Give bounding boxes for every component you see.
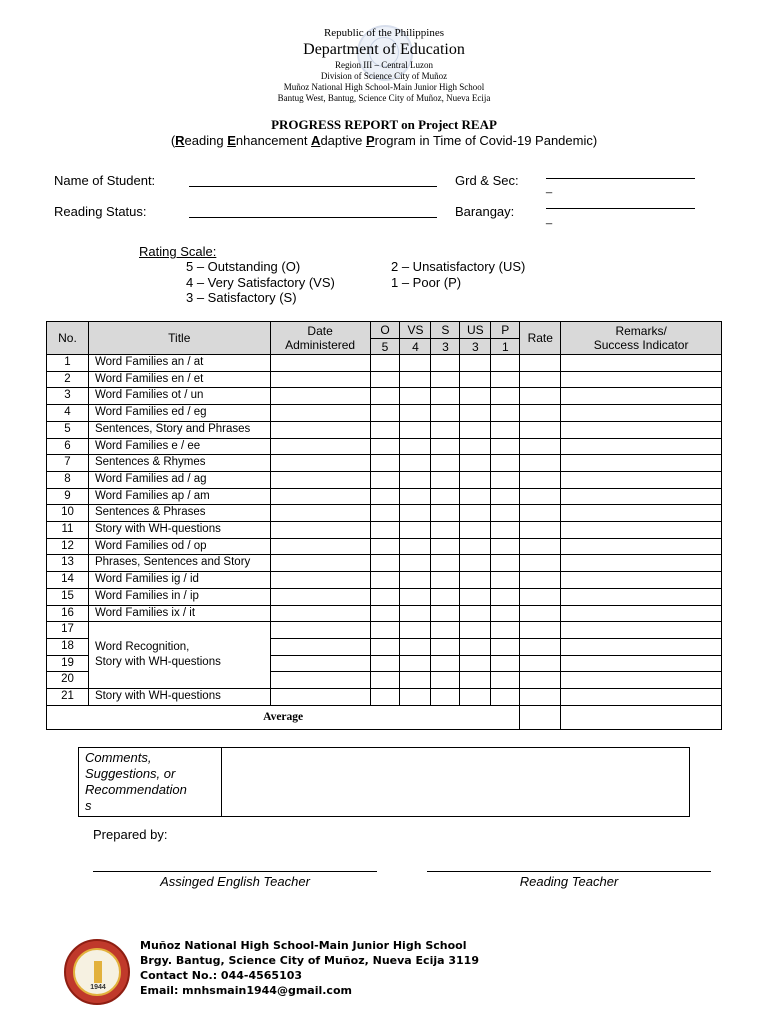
date-cell[interactable] xyxy=(270,622,370,639)
us-cell[interactable] xyxy=(460,689,491,706)
s-cell[interactable] xyxy=(431,455,460,472)
row-number: 20 xyxy=(47,672,89,689)
s-cell[interactable] xyxy=(431,672,460,689)
rating-unsatisfactory: 2 – Unsatisfactory (US) xyxy=(391,259,526,274)
prepared-by-label: Prepared by: xyxy=(93,827,168,842)
col-value-vs: 4 xyxy=(400,339,431,355)
row-title: Word Families an / at xyxy=(88,355,270,372)
remarks-cell[interactable] xyxy=(561,689,722,706)
remarks-cell[interactable] xyxy=(561,538,722,555)
us-cell[interactable] xyxy=(460,605,491,622)
vs-cell[interactable] xyxy=(400,505,431,522)
name-of-student-label: Name of Student: xyxy=(54,173,156,188)
row-number: 16 xyxy=(47,605,89,622)
o-cell[interactable] xyxy=(370,655,400,672)
us-cell[interactable] xyxy=(460,505,491,522)
o-cell[interactable] xyxy=(370,405,400,422)
rating-outstanding: 5 – Outstanding (O) xyxy=(186,259,301,274)
barangay-label: Barangay: xyxy=(455,204,515,219)
us-cell[interactable] xyxy=(460,355,491,372)
us-cell[interactable] xyxy=(460,388,491,405)
report-subtitle: (Reading Enhancement Adaptive Program in Time of Covid-19 Pandemic) xyxy=(170,133,598,148)
p-cell[interactable] xyxy=(491,538,520,555)
s-cell[interactable] xyxy=(431,638,460,655)
p-cell[interactable] xyxy=(491,655,520,672)
p-cell[interactable] xyxy=(491,638,520,655)
vs-cell[interactable] xyxy=(400,538,431,555)
p-cell[interactable] xyxy=(491,505,520,522)
vs-cell[interactable] xyxy=(400,438,431,455)
vs-cell[interactable] xyxy=(400,355,431,372)
us-cell[interactable] xyxy=(460,371,491,388)
rate-cell[interactable] xyxy=(520,655,561,672)
row-title: Word Families in / ip xyxy=(88,588,270,605)
remarks-cell[interactable] xyxy=(561,455,722,472)
date-cell[interactable] xyxy=(270,638,370,655)
s-cell[interactable] xyxy=(431,371,460,388)
remarks-cell[interactable] xyxy=(561,421,722,438)
row-title: Word Families ap / am xyxy=(88,488,270,505)
col-header-us: US xyxy=(460,322,491,339)
remarks-cell[interactable] xyxy=(561,371,722,388)
col-header-remarks: Remarks/ Success Indicator xyxy=(561,322,722,355)
o-cell[interactable] xyxy=(370,638,400,655)
english-teacher-signature-line[interactable] xyxy=(93,871,377,872)
s-cell[interactable] xyxy=(431,505,460,522)
us-cell[interactable] xyxy=(460,655,491,672)
s-cell[interactable] xyxy=(431,488,460,505)
o-cell[interactable] xyxy=(370,438,400,455)
o-cell[interactable] xyxy=(370,388,400,405)
o-cell[interactable] xyxy=(370,588,400,605)
row-number: 21 xyxy=(47,689,89,706)
grd-sec-line[interactable] xyxy=(546,178,695,179)
header-division: Division of Science City of Muñoz xyxy=(320,71,448,81)
header-region: Region III – Central Luzon xyxy=(335,60,433,70)
remarks-cell[interactable] xyxy=(561,572,722,589)
col-header-title: Title xyxy=(88,322,270,355)
rate-cell[interactable] xyxy=(520,638,561,655)
table-row xyxy=(47,505,722,522)
date-cell[interactable] xyxy=(270,405,370,422)
remarks-cell[interactable] xyxy=(561,588,722,605)
table-row xyxy=(47,355,722,372)
s-cell[interactable] xyxy=(431,388,460,405)
rate-cell[interactable] xyxy=(520,505,561,522)
col-header-no: No. xyxy=(47,322,89,355)
o-cell[interactable] xyxy=(370,488,400,505)
table-row xyxy=(47,605,722,622)
footer-contact: Contact No.: 044-4565103 xyxy=(140,969,303,982)
o-cell[interactable] xyxy=(370,421,400,438)
table-row xyxy=(47,538,722,555)
report-title: PROGRESS REPORT on Project REAP xyxy=(271,117,497,132)
o-cell[interactable] xyxy=(370,371,400,388)
s-cell[interactable] xyxy=(431,572,460,589)
s-cell[interactable] xyxy=(431,438,460,455)
barangay-underscore: _ xyxy=(546,213,553,225)
remarks-cell[interactable] xyxy=(561,405,722,422)
s-cell[interactable] xyxy=(431,522,460,539)
row-number: 18 xyxy=(47,638,89,655)
o-cell[interactable] xyxy=(370,555,400,572)
remarks-cell[interactable] xyxy=(561,438,722,455)
col-value-s: 3 xyxy=(431,339,460,355)
remarks-cell[interactable] xyxy=(561,622,722,639)
date-cell[interactable] xyxy=(270,455,370,472)
reading-teacher-label: Reading Teacher xyxy=(519,874,619,889)
us-cell[interactable] xyxy=(460,438,491,455)
name-of-student-line[interactable] xyxy=(189,186,437,187)
p-cell[interactable] xyxy=(491,689,520,706)
s-cell[interactable] xyxy=(431,689,460,706)
row-title: Word Families en / et xyxy=(88,371,270,388)
date-cell[interactable] xyxy=(270,505,370,522)
col-value-us: 3 xyxy=(460,339,491,355)
rating-poor: 1 – Poor (P) xyxy=(391,275,462,290)
vs-cell[interactable] xyxy=(400,522,431,539)
p-cell[interactable] xyxy=(491,471,520,488)
row-title: Story with WH-questions xyxy=(88,689,270,706)
rate-cell[interactable] xyxy=(520,421,561,438)
o-cell[interactable] xyxy=(370,538,400,555)
rating-scale-heading: Rating Scale: xyxy=(139,244,217,259)
rate-cell[interactable] xyxy=(520,488,561,505)
rate-cell[interactable] xyxy=(520,371,561,388)
us-cell[interactable] xyxy=(460,471,491,488)
vs-cell[interactable] xyxy=(400,655,431,672)
english-teacher-label: Assinged English Teacher xyxy=(160,874,310,889)
row-title: Word Families ix / it xyxy=(88,605,270,622)
average-remarks-cell[interactable] xyxy=(561,705,722,729)
row-title: Word Families ed / eg xyxy=(88,405,270,422)
remarks-cell[interactable] xyxy=(561,655,722,672)
date-cell[interactable] xyxy=(270,388,370,405)
comments-box xyxy=(78,747,690,817)
p-cell[interactable] xyxy=(491,371,520,388)
remarks-cell[interactable] xyxy=(561,355,722,372)
row-number: 12 xyxy=(47,538,89,555)
remarks-cell[interactable] xyxy=(561,605,722,622)
table-row xyxy=(47,572,722,589)
us-cell[interactable] xyxy=(460,555,491,572)
vs-cell[interactable] xyxy=(400,605,431,622)
us-cell[interactable] xyxy=(460,672,491,689)
vs-cell[interactable] xyxy=(400,488,431,505)
table-row xyxy=(47,471,722,488)
rate-cell[interactable] xyxy=(520,438,561,455)
rate-cell[interactable] xyxy=(520,555,561,572)
p-cell[interactable] xyxy=(491,405,520,422)
footer-school: Muñoz National High School-Main Junior High School xyxy=(140,939,467,952)
table-row xyxy=(47,689,722,706)
date-cell[interactable] xyxy=(270,655,370,672)
vs-cell[interactable] xyxy=(400,388,431,405)
vs-cell[interactable] xyxy=(400,371,431,388)
s-cell[interactable] xyxy=(431,538,460,555)
s-cell[interactable] xyxy=(431,588,460,605)
rating-very-satisfactory: 4 – Very Satisfactory (VS) xyxy=(186,275,335,290)
row-number: 4 xyxy=(47,405,89,422)
row-title: Word Families e / ee xyxy=(88,438,270,455)
o-cell[interactable] xyxy=(370,622,400,639)
o-cell[interactable] xyxy=(370,689,400,706)
us-cell[interactable] xyxy=(460,405,491,422)
grd-sec-label: Grd & Sec: xyxy=(455,173,519,188)
o-cell[interactable] xyxy=(370,572,400,589)
col-header-p: P xyxy=(491,322,520,339)
reading-status-label: Reading Status: xyxy=(54,204,147,219)
vs-cell[interactable] xyxy=(400,405,431,422)
date-cell[interactable] xyxy=(270,488,370,505)
s-cell[interactable] xyxy=(431,605,460,622)
date-cell[interactable] xyxy=(270,588,370,605)
o-cell[interactable] xyxy=(370,505,400,522)
average-label: Average xyxy=(47,705,520,729)
o-cell[interactable] xyxy=(370,605,400,622)
rate-cell[interactable] xyxy=(520,689,561,706)
row-number: 3 xyxy=(47,388,89,405)
row-number: 8 xyxy=(47,471,89,488)
p-cell[interactable] xyxy=(491,572,520,589)
footer-address: Brgy. Bantug, Science City of Muñoz, Nueva Ecija 3119 xyxy=(140,954,479,967)
col-header-date: Date Administered xyxy=(270,322,370,355)
us-cell[interactable] xyxy=(460,538,491,555)
s-cell[interactable] xyxy=(431,355,460,372)
row-title: Word Families ad / ag xyxy=(88,471,270,488)
table-row xyxy=(47,555,722,572)
s-cell[interactable] xyxy=(431,622,460,639)
p-cell[interactable] xyxy=(491,588,520,605)
date-cell[interactable] xyxy=(270,438,370,455)
row-number: 1 xyxy=(47,355,89,372)
vs-cell[interactable] xyxy=(400,588,431,605)
us-cell[interactable] xyxy=(460,588,491,605)
row-title: Phrases, Sentences and Story xyxy=(88,555,270,572)
remarks-cell[interactable] xyxy=(561,672,722,689)
o-cell[interactable] xyxy=(370,522,400,539)
row-number: 9 xyxy=(47,488,89,505)
table-row xyxy=(47,388,722,405)
row-title: Story with WH-questions xyxy=(88,522,270,539)
vs-cell[interactable] xyxy=(400,689,431,706)
rate-cell[interactable] xyxy=(520,355,561,372)
reading-status-line[interactable] xyxy=(189,217,437,218)
p-cell[interactable] xyxy=(491,488,520,505)
vs-cell[interactable] xyxy=(400,421,431,438)
table-row xyxy=(47,455,722,472)
us-cell[interactable] xyxy=(460,488,491,505)
table-row xyxy=(47,622,722,639)
date-cell[interactable] xyxy=(270,605,370,622)
date-cell[interactable] xyxy=(270,471,370,488)
header-republic: Republic of the Philippines xyxy=(323,27,445,39)
row-title: Sentences & Phrases xyxy=(88,505,270,522)
vs-cell[interactable] xyxy=(400,555,431,572)
date-cell[interactable] xyxy=(270,689,370,706)
p-cell[interactable] xyxy=(491,522,520,539)
vs-cell[interactable] xyxy=(400,455,431,472)
rate-cell[interactable] xyxy=(520,538,561,555)
table-row xyxy=(47,522,722,539)
col-header-vs: VS xyxy=(400,322,431,339)
remarks-cell[interactable] xyxy=(561,388,722,405)
p-cell[interactable] xyxy=(491,355,520,372)
us-cell[interactable] xyxy=(460,455,491,472)
row-title-merged: Word Recognition, Story with WH-questions xyxy=(88,622,270,689)
footer-email: Email: mnhsmain1944@gmail.com xyxy=(140,984,352,997)
average-rate-cell[interactable] xyxy=(520,705,561,729)
header-school: Muñoz National High School-Main Junior High School xyxy=(283,82,485,92)
grd-sec-underscore: _ xyxy=(546,182,553,194)
rate-cell[interactable] xyxy=(520,455,561,472)
row-number: 15 xyxy=(47,588,89,605)
table-row xyxy=(47,405,722,422)
table-row xyxy=(47,371,722,388)
remarks-cell[interactable] xyxy=(561,638,722,655)
row-title: Sentences, Story and Phrases xyxy=(88,421,270,438)
date-cell[interactable] xyxy=(270,522,370,539)
o-cell[interactable] xyxy=(370,355,400,372)
row-number: 14 xyxy=(47,572,89,589)
rate-cell[interactable] xyxy=(520,605,561,622)
row-number: 2 xyxy=(47,371,89,388)
rate-cell[interactable] xyxy=(520,622,561,639)
s-cell[interactable] xyxy=(431,555,460,572)
row-number: 7 xyxy=(47,455,89,472)
row-title: Word Families ot / un xyxy=(88,388,270,405)
remarks-cell[interactable] xyxy=(561,555,722,572)
p-cell[interactable] xyxy=(491,421,520,438)
s-cell[interactable] xyxy=(431,655,460,672)
rate-cell[interactable] xyxy=(520,588,561,605)
remarks-cell[interactable] xyxy=(561,488,722,505)
row-title: Word Families ig / id xyxy=(88,572,270,589)
o-cell[interactable] xyxy=(370,471,400,488)
school-logo: 1944 xyxy=(64,939,130,1005)
date-cell[interactable] xyxy=(270,572,370,589)
date-cell[interactable] xyxy=(270,355,370,372)
header-address: Bantug West, Bantug, Science City of Muñoz, Nueva Ecija xyxy=(277,93,491,103)
table-row xyxy=(47,588,722,605)
comments-label: Comments, Suggestions, or Recommendation s xyxy=(79,748,222,817)
vs-cell[interactable] xyxy=(400,672,431,689)
vs-cell[interactable] xyxy=(400,638,431,655)
table-row xyxy=(47,438,722,455)
s-cell[interactable] xyxy=(431,471,460,488)
us-cell[interactable] xyxy=(460,522,491,539)
us-cell[interactable] xyxy=(460,421,491,438)
row-number: 17 xyxy=(47,622,89,639)
rate-cell[interactable] xyxy=(520,471,561,488)
table-row xyxy=(47,421,722,438)
p-cell[interactable] xyxy=(491,438,520,455)
remarks-cell[interactable] xyxy=(561,505,722,522)
row-number: 13 xyxy=(47,555,89,572)
us-cell[interactable] xyxy=(460,622,491,639)
table-row xyxy=(47,488,722,505)
rating-satisfactory: 3 – Satisfactory (S) xyxy=(186,290,297,305)
col-header-s: S xyxy=(431,322,460,339)
col-header-rate: Rate xyxy=(520,322,561,355)
date-cell[interactable] xyxy=(270,672,370,689)
o-cell[interactable] xyxy=(370,672,400,689)
remarks-cell[interactable] xyxy=(561,522,722,539)
vs-cell[interactable] xyxy=(400,572,431,589)
barangay-line[interactable] xyxy=(546,208,695,209)
vs-cell[interactable] xyxy=(400,471,431,488)
remarks-cell[interactable] xyxy=(561,471,722,488)
row-number: 5 xyxy=(47,421,89,438)
p-cell[interactable] xyxy=(491,672,520,689)
p-cell[interactable] xyxy=(491,388,520,405)
row-title: Sentences & Rhymes xyxy=(88,455,270,472)
date-cell[interactable] xyxy=(270,371,370,388)
date-cell[interactable] xyxy=(270,555,370,572)
rate-cell[interactable] xyxy=(520,405,561,422)
p-cell[interactable] xyxy=(491,455,520,472)
us-cell[interactable] xyxy=(460,638,491,655)
progress-table xyxy=(46,321,722,730)
vs-cell[interactable] xyxy=(400,622,431,639)
row-number: 10 xyxy=(47,505,89,522)
col-value-o: 5 xyxy=(370,339,400,355)
p-cell[interactable] xyxy=(491,555,520,572)
p-cell[interactable] xyxy=(491,622,520,639)
rate-cell[interactable] xyxy=(520,572,561,589)
row-number: 6 xyxy=(47,438,89,455)
rate-cell[interactable] xyxy=(520,522,561,539)
comments-input[interactable] xyxy=(222,748,690,817)
col-header-o: O xyxy=(370,322,400,339)
s-cell[interactable] xyxy=(431,405,460,422)
date-cell[interactable] xyxy=(270,538,370,555)
row-number: 11 xyxy=(47,522,89,539)
rate-cell[interactable] xyxy=(520,388,561,405)
o-cell[interactable] xyxy=(370,455,400,472)
date-cell[interactable] xyxy=(270,421,370,438)
header-department: Department of Education xyxy=(303,41,465,58)
p-cell[interactable] xyxy=(491,605,520,622)
col-value-p: 1 xyxy=(491,339,520,355)
row-title: Word Families od / op xyxy=(88,538,270,555)
us-cell[interactable] xyxy=(460,572,491,589)
row-number: 19 xyxy=(47,655,89,672)
reading-teacher-signature-line[interactable] xyxy=(427,871,711,872)
rate-cell[interactable] xyxy=(520,672,561,689)
s-cell[interactable] xyxy=(431,421,460,438)
